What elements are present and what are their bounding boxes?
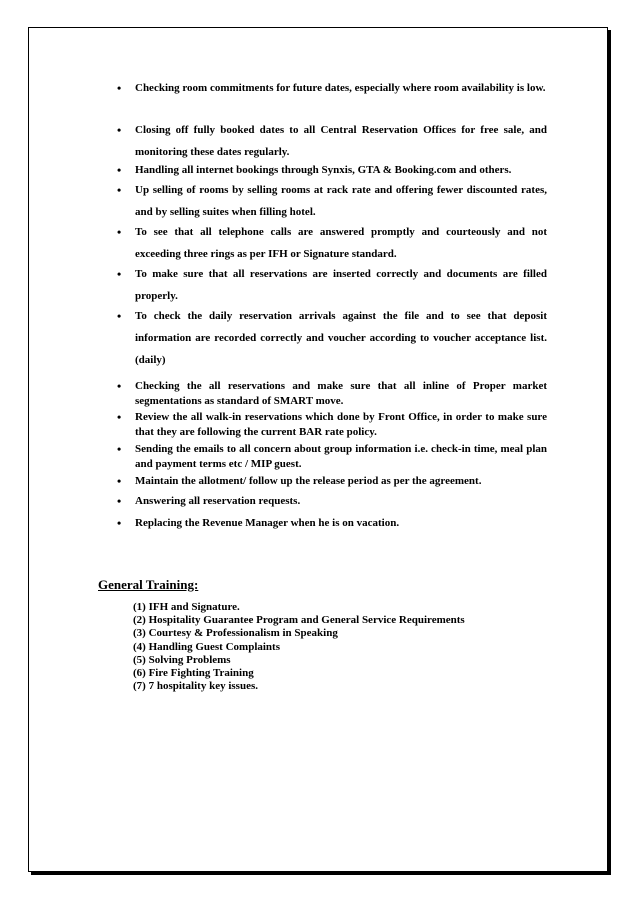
bullet-icon: • bbox=[117, 225, 122, 239]
list-item-text: Answering all reservation requests. bbox=[135, 495, 301, 507]
training-item: (1) IFH and Signature. bbox=[133, 601, 240, 613]
list-item-text: Handling all internet bookings through Synxis, GTA & Booking.com and others. bbox=[135, 164, 512, 176]
training-item: (7) 7 hospitality key issues. bbox=[133, 680, 258, 693]
page-shadow-bottom bbox=[31, 872, 611, 875]
bullet-icon: • bbox=[117, 474, 122, 488]
training-item: (5) Solving Problems bbox=[133, 653, 231, 666]
bullet-icon: • bbox=[117, 163, 122, 177]
general-training-list bbox=[133, 601, 465, 693]
bullet-icon: • bbox=[117, 442, 122, 456]
bullet-icon: • bbox=[117, 267, 122, 281]
list-item-text: To make sure that all reservations are inserted correctly and documents are filled properly. bbox=[135, 268, 547, 302]
general-training-heading: General Training: bbox=[98, 577, 199, 592]
training-item: (3) Courtesy & Professionalism in Speaking bbox=[133, 627, 338, 640]
bullet-icon: • bbox=[117, 379, 122, 393]
list-item-text: To see that all telephone calls are answered promptly and courteously and not exceeding three rings as per IFH or Signature standard. bbox=[135, 226, 547, 260]
list-item-text: Closing off fully booked dates to all Central Reservation Offices for free sale, and monitoring these dates regularly. bbox=[135, 124, 547, 158]
training-item: (6) Fire Fighting Training bbox=[133, 667, 254, 680]
bullet-icon: • bbox=[117, 494, 122, 508]
list-item-text: Up selling of rooms by selling rooms at rack rate and offering fewer discounted rates, and by selling suites when filling hotel. bbox=[135, 184, 547, 218]
bullet-icon: • bbox=[117, 410, 122, 424]
training-item: (2) Hospitality Guarantee Program and General Service Requirements bbox=[133, 614, 465, 627]
list-item-text: Checking room commitments for future dates, especially where room availability is low. bbox=[135, 82, 546, 94]
bullet-icon: • bbox=[117, 123, 122, 137]
page-shadow-right bbox=[608, 30, 611, 875]
list-item-text: Replacing the Revenue Manager when he is on vacation. bbox=[135, 517, 400, 529]
bullet-icon: • bbox=[117, 309, 122, 323]
bullet-icon: • bbox=[117, 81, 122, 95]
list-item-text: To check the daily reservation arrivals against the file and to see that deposit information are recorded correctly and voucher according to voucher acceptance list. (daily) bbox=[135, 310, 547, 366]
training-item: (4) Handling Guest Complaints bbox=[133, 640, 280, 653]
list-item-text: Sending the emails to all concern about group information i.e. check-in time, meal plan and payment terms etc / MIP guest. bbox=[135, 443, 547, 470]
bullet-icon: • bbox=[117, 183, 122, 197]
list-item-text: Review the all walk-in reservations which done by Front Office, in order to make sure that they are following the current BAR rate policy. bbox=[135, 411, 547, 438]
bullet-icon: • bbox=[117, 516, 122, 530]
list-item-text: Maintain the allotment/ follow up the release period as per the agreement. bbox=[135, 475, 482, 487]
list-item-text: Checking the all reservations and make sure that all inline of Proper market segmentations as standard of SMART move. bbox=[135, 380, 547, 407]
